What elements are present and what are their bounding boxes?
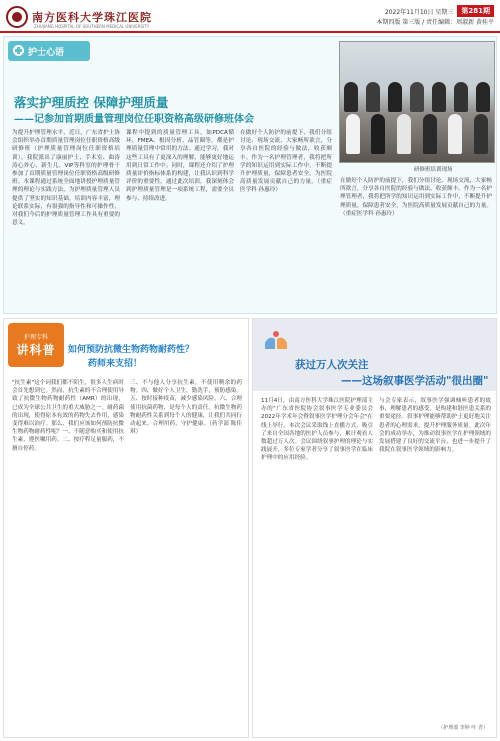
story-section — [252, 318, 497, 738]
nursing-subheadline: ——记参加首期质量管理岗位任职资格高级研修班体会 — [14, 114, 254, 125]
training-photo — [339, 41, 495, 163]
nursing-column-1: 为提升护理管理水平，近日，广东省护士协会组织举办首期质量管理岗位任职资格高级研修班（护理质量管理岗位任职资格培训）。我院派出了康丽护士、手术室、曲涛涛心外心、新生儿、VIP等科室的护理骨干参加了首期质量管理岗位任职资格高级研修班。本课程通过系统全面地讲授护理质量管理的理论与实践方法，为护理质量管理人员提供了坚实的知识基础。培训内容丰富，理论联系实际，有很强的指导性和可操作性，对我们今后的护理质量管理工作具有重要的意义。 — [12, 130, 120, 227]
nursing-headline: 落实护理质控 保障护理质量 — [14, 95, 169, 110]
issue-meta — [385, 5, 494, 17]
badge-small-label: 护理专科 — [23, 334, 48, 341]
story-column-2: 与会专家表示，叙事医学强调倾听患者的故事，理解患者的感受，是构建和谐医患关系的重要途径。叙事护理能够帮助护士更好地关注患者的心理需求，提升护理服务质量。此次年会的成功举办，为推动叙事医学在护理领域的发展搭建了良好的交流平台，也进一步提升了我院在叙事医学领域的影响力。 — [379, 398, 491, 454]
nursing-column-3: 在做好个人防护的前提下，我们分组讨论、现场交流，大家畅所欲言，分享各自医院的经验与做法，收获颇丰。作为一名护理管理者，我将把所学的知识运用到实际工作中，不断提升护理质量，保障患者安全，为医院高质量发展贡献自己的力量。（重症医学科 孙惠玲） — [240, 130, 332, 194]
hands-icon — [263, 329, 289, 351]
photo-caption: 研修班培训现场 — [414, 167, 453, 173]
story-credit: （护理部 李婷 叶 青） — [438, 725, 488, 731]
nursing-section — [3, 36, 497, 314]
story-title-line1: 获过万人次关注 — [295, 359, 369, 371]
qa-title-line2: 药师来支招！ — [88, 359, 143, 369]
story-column-1: 11月4日，由南方医科大学珠江医院护理部主办的"广东省医院协会叙事医学专业委员会2022年学术年会暨叙事医学护理分会年会"在线上举行。本次会议采取线上直播方式，吸引了来自全国各地的医护人员参与，累计观看人数超过万人次。会议围绕叙事护理的理论与实践展开，多位专家学者分享了叙事医学在临床护理中的应用经验。 — [261, 398, 373, 462]
medical-cross-icon — [13, 45, 24, 56]
masthead — [0, 0, 500, 40]
qa-section — [3, 318, 249, 738]
nursing-column-4: 在做好个人防护的前提下，我们分组讨论、现场交流，大家畅所欲言，分享各自医院的经验与做法，收获颇丰。作为一名护理管理者，我将把所学的知识运用到实际工作中，不断提升护理质量，保障患者安全，为医院高质量发展贡献自己的力量。（重症医学科 孙惠玲） — [340, 178, 492, 217]
science-badge — [8, 323, 64, 367]
paper-name: 南方医科大学珠江医院 — [32, 11, 152, 24]
hospital-seal-icon — [6, 6, 28, 28]
nursing-column-2: 课程中提到的质量管理工具，如PDCA循环、FMEA、根因分析、品管圈等，都是护理质量管理中常用的方法。通过学习，我对这些工具有了更深入的理解，能够更好地运用到日常工作中。同时，课程还介绍了护理质量评价指标体系的构建，让我认识到科学评价的重要性。通过此次培训，我深刻体会到护理质量管理是一项系统工程，需要全员参与、持续改进。 — [126, 130, 234, 202]
issue-number: 第281期 — [457, 5, 494, 17]
section-tag — [8, 41, 90, 61]
qa-column-1: "抗生素"这个词我们都不陌生，很多人生病时会首先想到它。然而，抗生素的不合理使用导致了抗微生物药物耐药性（AMR）的出现，已成为全球公共卫生的重大威胁之一。耐药菌的出现，使得原本有效的药物失去作用，感染变得难以治疗。那么，我们应该如何预防抗微生物药物耐药性呢？一、不随意购买和使用抗生素，遵医嘱用药。二、按疗程足量服药，不擅自停药。 — [12, 380, 124, 452]
story-title-line2: ——这场叙事医学活动"很出圈" — [341, 375, 489, 387]
issue-editors: 本期四版 第三版 / 责任编辑：周淑新 黄桂平 — [376, 19, 494, 26]
qa-column-2: 三、不与他人分享抗生素，不使用剩余的药物。四、做好个人卫生，勤洗手，预防感染。五、按时接种疫苗，减少感染风险。六、合理使用抗菌药物，是每个人的责任。抗微生物药物耐药性关系到每个人的健康，让我们共同行动起来，合理用药，守护健康。（药学部 陈佳琪） — [130, 380, 242, 436]
section-tag-label: 护士心语 — [28, 47, 65, 58]
issue-date: 2022年11月10日 星期三 — [384, 8, 454, 16]
masthead-divider — [0, 31, 500, 33]
paper-name-english: ZHUJIANG HOSPITAL OF SOUTHERN MEDICAL UNIVERSITY — [34, 24, 150, 29]
badge-big-label: 讲科普 — [16, 343, 56, 357]
qa-title-line1: 如何预防抗微生物药物耐药性？ — [68, 345, 195, 355]
story-banner — [253, 319, 496, 391]
